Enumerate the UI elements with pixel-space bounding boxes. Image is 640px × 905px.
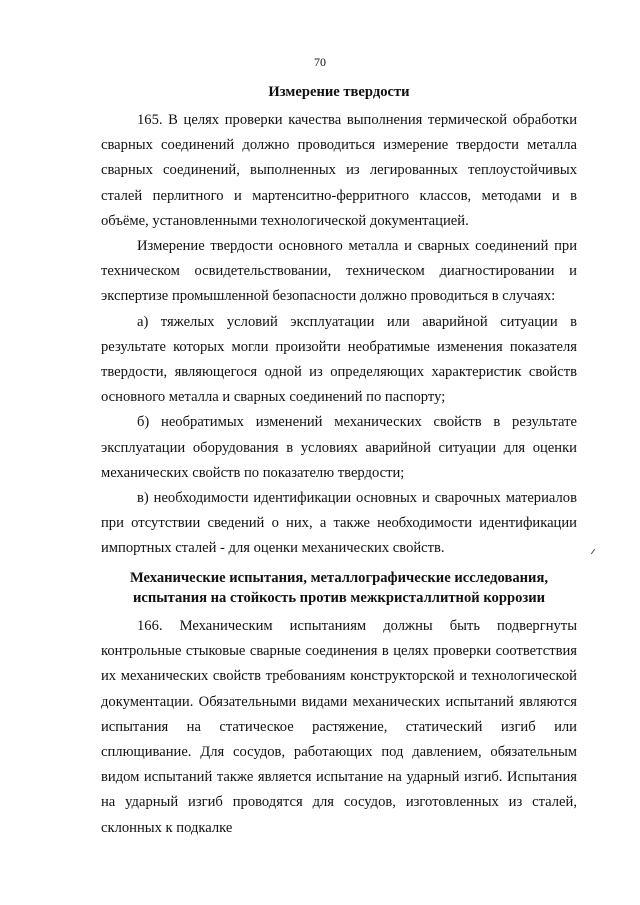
section-heading-line-1: Механические испытания, металлографические исследования, <box>129 570 549 586</box>
section-body-hardness <box>101 108 577 562</box>
stray-mark <box>591 549 595 554</box>
section-heading-hardness: Измерение твердости <box>268 84 410 100</box>
paragraph-166: 166. Механическим испытаниям должны быть подвергнуты контрольные стыковые сварные соединения в целях проверки соответствия их механических свойств требованиям конструкторской и технологической документации. Обязательными видами механических испытаний являются испытания на статическое растяжение, статический изгиб или сплющивание. Для сосудов, работающих под давлением, обязательным видом испытаний также является испытание на ударный изгиб. Испытания на ударный изгиб проводятся для сосудов, изготовленных из сталей, склонных к подкалке <box>101 618 577 836</box>
section-heading-mechanical-tests <box>101 568 577 608</box>
section-body-mechanical-tests <box>101 614 577 841</box>
list-item-b: б) необратимых изменений механических свойств в результате эксплуатации оборудования в условиях аварийной ситуации для оценки механических свойств по показателю твердости; <box>101 414 577 481</box>
paragraph-165: 165. В целях проверки качества выполнения термической обработки сварных соединений должно проводиться измерение твердости металла сварных соединений, выполненных из легированных теплоустойчивых сталей перлитного и мартенситно-ферритного классов, методами и в объёме, установленными технологической документацией. <box>101 112 577 229</box>
page-number: 70 <box>314 55 326 69</box>
paragraph-hardness-cases: Измерение твердости основного металла и сварных соединений при техническом освидетельствовании, техническом диагностировании и экспертизе промышленной безопасности должно проводиться в случаях: <box>101 238 577 305</box>
list-item-c: в) необходимости идентификации основных и сварочных материалов при отсутствии сведений о них, а также необходимости идентификации импортных сталей - для оценки механических свойств. <box>101 490 577 557</box>
list-item-a: а) тяжелых условий эксплуатации или аварийной ситуации в результате которых могли произойти необратимые изменения показателя твердости, являющегося одной из определяющих характеристик свойств основного металла и сварных соединений по паспорту; <box>101 313 577 406</box>
section-heading-line-2: испытания на стойкость против межкристаллитной коррозии <box>132 590 546 606</box>
